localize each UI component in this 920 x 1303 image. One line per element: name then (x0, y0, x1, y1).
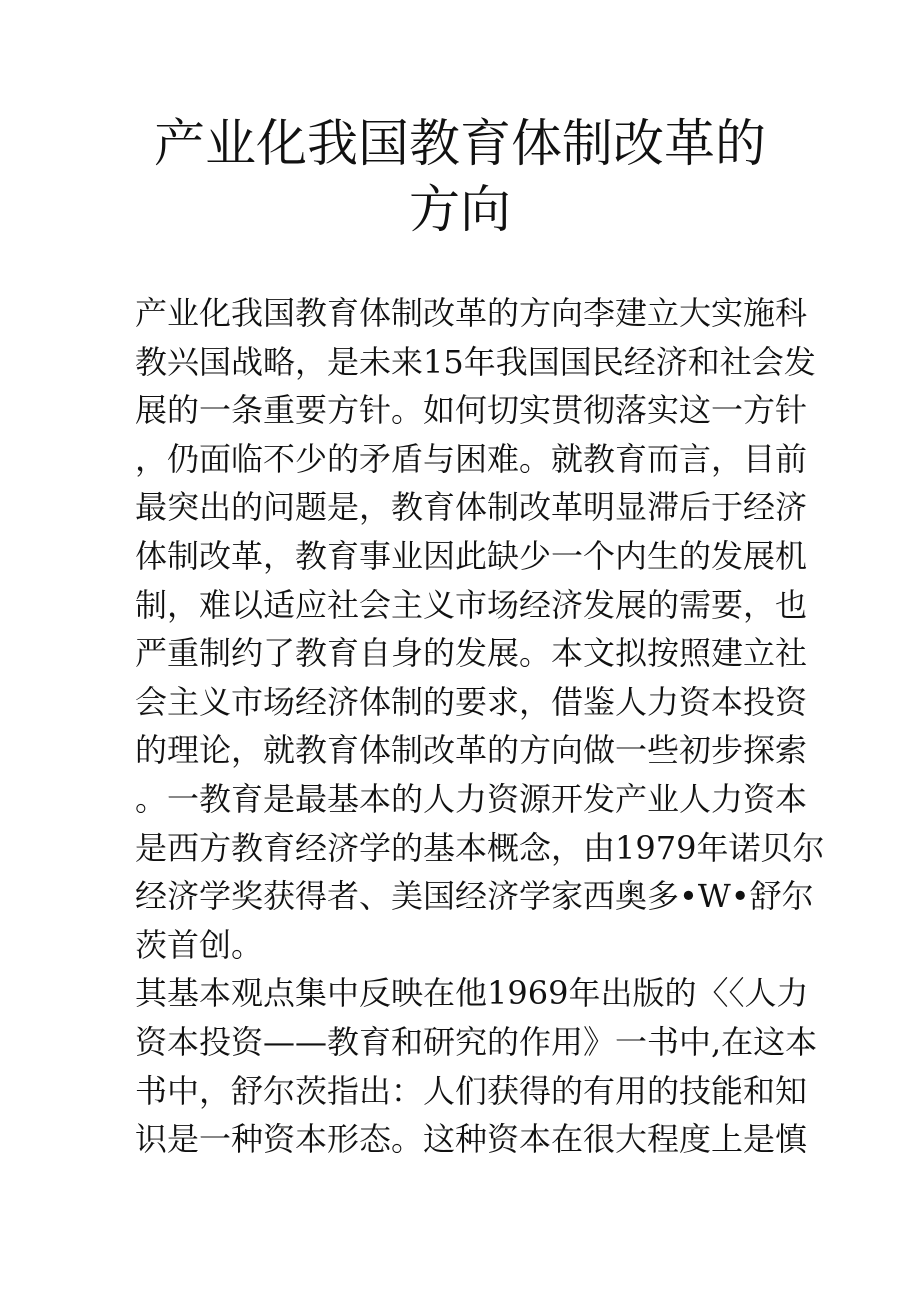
body-line: 茨首创。 (135, 925, 264, 964)
title-line: 产业化我国教育体制改革的 (153, 115, 766, 174)
body-line: 资本投资——教育和研究的作用》一书中,在这本 (135, 1022, 818, 1061)
body-line: 制，难以适应社会主义市场经济发展的需要，也 (135, 585, 808, 624)
document-title (0, 112, 920, 244)
title-line: 方向 (408, 181, 511, 240)
body-line: 展的一条重要方针。如何切实贯彻落实这一方针 (135, 391, 808, 430)
body-line: 产业化我国教育体制改革的方向李建立大实施科 (135, 294, 808, 332)
body-line: 书中，舒尔茨指出：人们获得的有用的技能和知 (135, 1071, 808, 1110)
body-line: 的理论，就教育体制改革的方向做一些初步探索 (135, 731, 808, 770)
body-line: 会主义市场经济体制的要求，借鉴人力资本投资 (135, 682, 808, 721)
body-line: 体制改革，教育事业因此缺少一个内生的发展机 (135, 536, 808, 575)
body-line: 其基本观点集中反映在他1969年出版的〈〈人力 (135, 974, 809, 1013)
body-line: 识是一种资本形态。这种资本在很大程度上是慎 (135, 1120, 808, 1159)
body-line: 最突出的问题是，教育体制改革明显滞后于经济 (135, 488, 808, 527)
body-line: ，仍面临不少的矛盾与困难。就教育而言，目前 (135, 439, 808, 478)
body-line: 教兴国战略，是未来15年我国国民经济和社会发 (135, 342, 816, 381)
body-line: 。一教育是最基本的人力资源开发产业人力资本 (135, 779, 808, 818)
body-line: 严重制约了教育自身的发展。本文拟按照建立社 (135, 634, 808, 673)
document-body (135, 289, 825, 1164)
body-line: 经济学奖获得者、美国经济学家西奥多•W•舒尔 (135, 877, 814, 916)
body-line: 是西方教育经济学的基本概念，由1979年诺贝尔 (135, 828, 825, 867)
